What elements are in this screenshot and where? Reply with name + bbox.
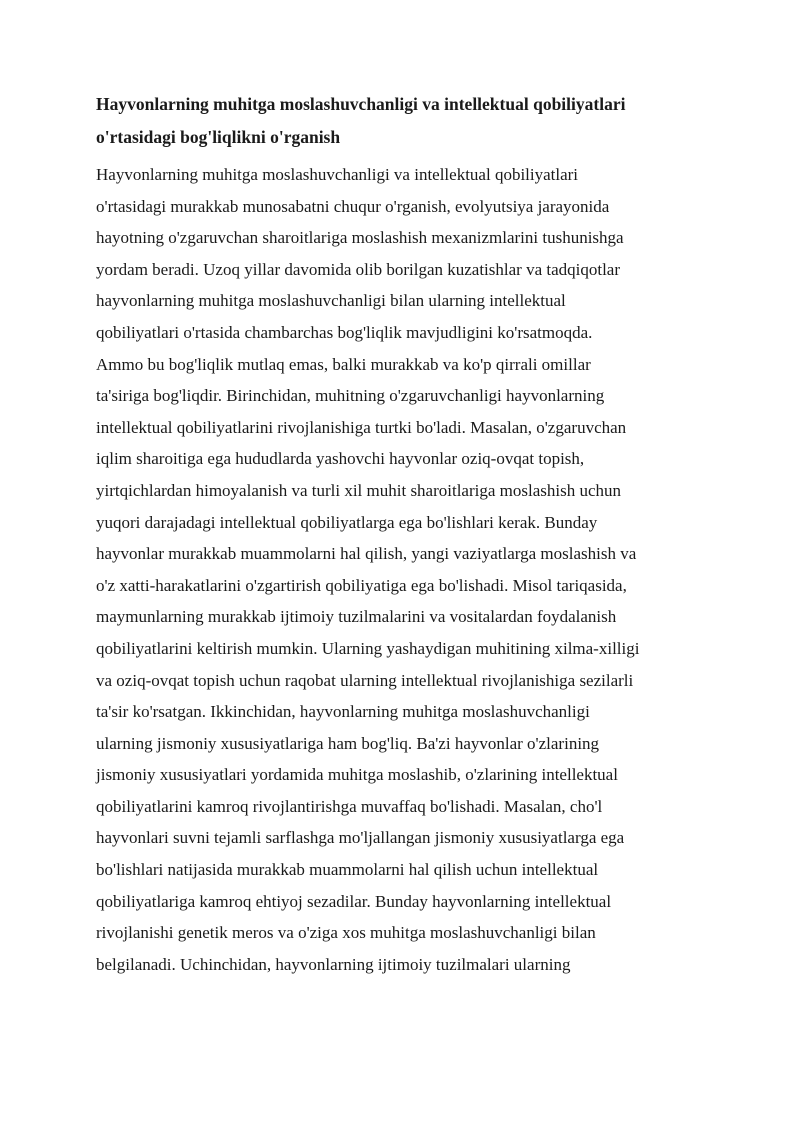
title-line: o'rtasidagi bog'liqlikni o'rganish <box>96 126 341 147</box>
title-line: Hayvonlarning muhitga moslashuvchanligi va intellektual qobiliyatlari <box>96 94 626 114</box>
document-page <box>96 88 736 980</box>
text-line: hayotning o'zgaruvchan sharoitlariga moslashish mexanizmlarini tushunishga <box>96 228 624 248</box>
text-line: yuqori darajadagi intellektual qobiliyatlarga ega bo'lishlari kerak. Bunday <box>96 512 598 532</box>
text-line: hayvonlar murakkab muammolarni hal qilish, yangi vaziyatlarga moslashish va <box>96 544 637 564</box>
document-title <box>96 88 736 153</box>
text-line: ta'sir ko'rsatgan. Ikkinchidan, hayvonlarning muhitga moslashuvchanligi <box>96 702 590 722</box>
text-line: rivojlanishi genetik meros va o'ziga xos muhitga moslashuvchanligi bilan <box>96 923 596 943</box>
text-line: va oziq-ovqat topish uchun raqobat ularning intellektual rivojlanishiga sezilarli <box>96 670 634 690</box>
text-line: jismoniy xususiyatlari yordamida muhitga moslashib, o'zlarining intellektual <box>96 765 618 785</box>
text-line: Ammo bu bog'liqlik mutlaq emas, balki murakkab va ko'p qirrali omillar <box>96 354 591 374</box>
text-line: o'rtasidagi murakkab munosabatni chuqur o'rganish, evolyutsiya jarayonida <box>96 196 610 216</box>
text-line: ta'siriga bog'liqdir. Birinchidan, muhitning o'zgaruvchanligi hayvonlarning <box>96 386 605 406</box>
text-line: qobiliyatlariga kamroq ehtiyoj sezadilar. Bunday hayvonlarning intellektual <box>96 891 612 911</box>
text-line: maymunlarning murakkab ijtimoiy tuzilmalarini va vositalardan foydalanish <box>96 607 617 627</box>
text-line: qobiliyatlarini keltirish mumkin. Ularning yashaydigan muhitining xilma-xilligi <box>96 638 640 658</box>
text-line: hayvonlari suvni tejamli sarflashga mo'ljallangan jismoniy xususiyatlarga ega <box>96 828 625 848</box>
text-line: hayvonlarning muhitga moslashuvchanligi bilan ularning intellektual <box>96 291 566 311</box>
text-line: bo'lishlari natijasida murakkab muammolarni hal qilish uchun intellektual <box>96 860 599 880</box>
text-line: iqlim sharoitiga ega hududlarda yashovchi hayvonlar oziq-ovqat topish, <box>96 449 585 469</box>
text-line: Hayvonlarning muhitga moslashuvchanligi va intellektual qobiliyatlari <box>96 165 579 184</box>
text-line: ularning jismoniy xususiyatlariga ham bog'liq. Ba'zi hayvonlar o'zlarining <box>96 733 600 753</box>
body-paragraph <box>96 159 736 980</box>
text-line: intellektual qobiliyatlarini rivojlanishiga turtki bo'ladi. Masalan, o'zgaruvchan <box>96 417 627 437</box>
text-line: belgilanadi. Uchinchidan, hayvonlarning ijtimoiy tuzilmalari ularning <box>96 954 571 974</box>
text-line: qobiliyatlari o'rtasida chambarchas bog'liqlik mavjudligini ko'rsatmoqda. <box>96 322 593 342</box>
text-line: yordam beradi. Uzoq yillar davomida olib borilgan kuzatishlar va tadqiqotlar <box>96 259 621 279</box>
text-line: yirtqichlardan himoyalanish va turli xil muhit sharoitlariga moslashish uchun <box>96 480 622 500</box>
text-line: o'z xatti-harakatlarini o'zgartirish qobiliyatiga ega bo'lishadi. Misol tariqasida, <box>96 575 627 595</box>
text-line: qobiliyatlarini kamroq rivojlantirishga muvaffaq bo'lishadi. Masalan, cho'l <box>96 796 603 816</box>
